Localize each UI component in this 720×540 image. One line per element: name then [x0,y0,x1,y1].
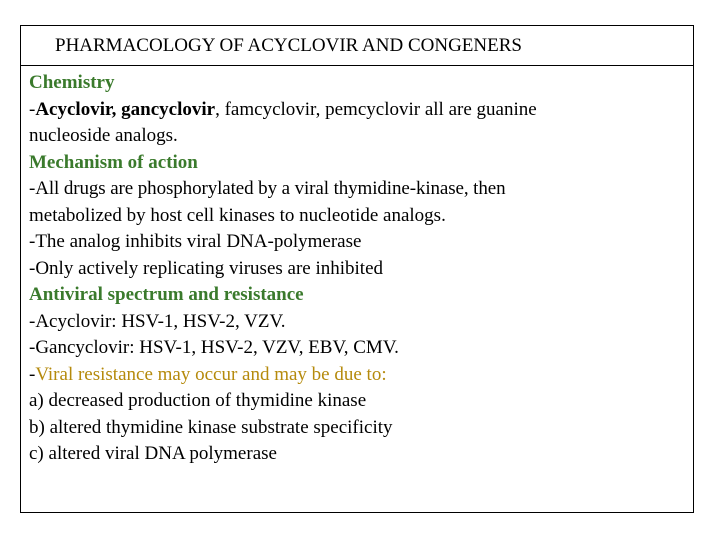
chemistry-line-1-rest: , famcyclovir, pemcyclovir all are guanine [215,98,537,120]
slide-frame [20,25,694,513]
mechanism-line-4: -Only actively replicating viruses are inhibited [29,257,384,279]
resistance-prefix: - [29,363,36,385]
slide-title: PHARMACOLOGY OF ACYCLOVIR AND CONGENERS [55,35,522,56]
mechanism-line-3: -The analog inhibits viral DNA-polymerase [29,231,362,252]
resistance-item-b: b) altered thymidine kinase substrate specificity [29,416,393,438]
spectrum-heading: Antiviral spectrum and resistance [29,284,304,305]
chemistry-heading: Chemistry [29,72,115,93]
title-box [21,26,693,66]
resistance-item-a: a) decreased production of thymidine kinase [29,390,367,411]
resistance-line [29,362,679,389]
chemistry-drug-names: Acyclovir, gancyclovir [35,98,216,120]
slide-body [29,70,679,468]
chemistry-line-1 [29,97,679,124]
resistance-text: Viral resistance may occur and may be due to: [35,363,387,385]
spectrum-acyclovir: -Acyclovir: HSV-1, HSV-2, VZV. [29,310,286,332]
mechanism-heading: Mechanism of action [29,151,198,173]
chemistry-line-1-prefix: - [29,98,36,120]
mechanism-line-1: -All drugs are phosphorylated by a viral thymidine-kinase, then [29,178,506,199]
resistance-item-c: c) altered viral DNA polymerase [29,443,277,464]
spectrum-gancyclovir: -Gancyclovir: HSV-1, HSV-2, VZV, EBV, CMV. [29,337,399,358]
chemistry-line-2: nucleoside analogs. [29,125,178,146]
mechanism-line-2: metabolized by host cell kinases to nucleotide analogs. [29,204,446,226]
